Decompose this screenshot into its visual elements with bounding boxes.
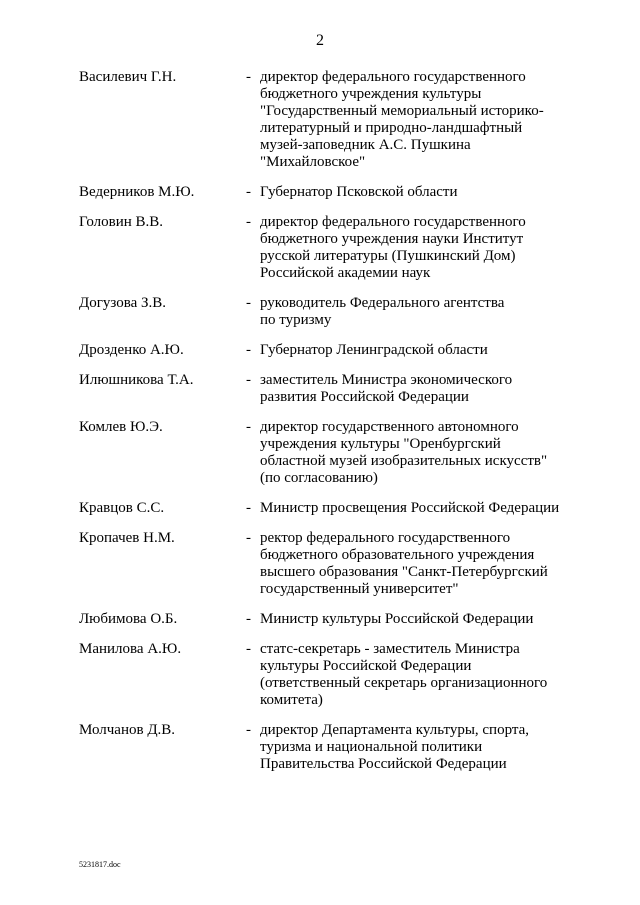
position-line: Российской академии наук [260, 265, 431, 281]
position-line: директор федерального государственного [260, 69, 526, 85]
member-name: Илюшникова Т.А. [79, 372, 194, 388]
position-line: статс-секретарь - заместитель Министра [260, 641, 520, 657]
separator-dash: - [246, 372, 251, 388]
position-line: культуры Российской Федерации [260, 658, 472, 674]
member-position [260, 722, 580, 773]
position-line: директор федерального государственного [260, 214, 526, 230]
member-list [0, 69, 640, 786]
position-line: руководитель Федерального агентства [260, 295, 505, 311]
list-item [0, 611, 640, 628]
position-line: Губернатор Ленинградской области [260, 342, 488, 358]
member-name: Любимова О.Б. [79, 611, 178, 627]
separator-dash: - [246, 722, 251, 738]
member-position [260, 530, 580, 598]
position-line: бюджетного образовательного учреждения [260, 547, 535, 563]
position-line: Губернатор Псковской области [260, 184, 458, 200]
position-line: высшего образования "Санкт-Петербургский [260, 564, 548, 580]
position-line: директор государственного автономного [260, 419, 519, 435]
separator-dash: - [246, 500, 251, 516]
member-name: Кропачев Н.М. [79, 530, 175, 546]
member-position [260, 372, 580, 406]
list-item [0, 530, 640, 598]
separator-dash: - [246, 419, 251, 435]
position-line: Министр культуры Российской Федерации [260, 611, 534, 627]
list-item [0, 214, 640, 282]
list-item [0, 342, 640, 359]
position-line: государственный университет" [260, 581, 459, 597]
position-line: (ответственный секретарь организационного [260, 675, 548, 691]
list-item [0, 69, 640, 171]
member-position [260, 214, 580, 282]
member-position [260, 419, 580, 487]
position-line: ректор федерального государственного [260, 530, 511, 546]
member-name: Комлев Ю.Э. [79, 419, 163, 435]
separator-dash: - [246, 295, 251, 311]
position-line: "Михайловское" [260, 154, 366, 170]
member-name: Манилова А.Ю. [79, 641, 182, 657]
position-line: бюджетного учреждения культуры [260, 86, 482, 102]
position-line: по туризму [260, 312, 332, 328]
position-line: учреждения культуры "Оренбургский [260, 436, 501, 452]
position-line: областной музей изобразительных искусств" [260, 453, 548, 469]
member-position [260, 611, 580, 628]
list-item [0, 295, 640, 329]
member-name: Василевич Г.Н. [79, 69, 177, 85]
position-line: (по согласованию) [260, 470, 378, 486]
member-name: Молчанов Д.В. [79, 722, 176, 738]
position-line: бюджетного учреждения науки Институт [260, 231, 524, 247]
member-name: Дрозденко А.Ю. [79, 342, 184, 358]
member-position [260, 641, 580, 709]
list-item [0, 372, 640, 406]
separator-dash: - [246, 184, 251, 200]
document-filename: 5231817.doc [79, 860, 121, 869]
position-line: заместитель Министра экономического [260, 372, 513, 388]
position-line: "Государственный мемориальный историко- [260, 103, 544, 119]
position-line: развития Российской Федерации [260, 389, 469, 405]
member-position [260, 500, 580, 517]
member-name: Головин В.В. [79, 214, 164, 230]
position-line: комитета) [260, 692, 323, 708]
position-line: Правительства Российской Федерации [260, 756, 507, 772]
list-item [0, 184, 640, 201]
member-position [260, 342, 580, 359]
separator-dash: - [246, 342, 251, 358]
member-name: Кравцов С.С. [79, 500, 165, 516]
position-line: русской литературы (Пушкинский Дом) [260, 248, 516, 264]
member-position [260, 69, 580, 171]
separator-dash: - [246, 641, 251, 657]
separator-dash: - [246, 530, 251, 546]
separator-dash: - [246, 214, 251, 230]
page-number: 2 [316, 32, 324, 49]
member-name: Догузова З.В. [79, 295, 167, 311]
separator-dash: - [246, 69, 251, 85]
member-position [260, 295, 580, 329]
list-item [0, 722, 640, 773]
member-position [260, 184, 580, 201]
position-line: туризма и национальной политики [260, 739, 483, 755]
list-item [0, 419, 640, 487]
member-name: Ведерников М.Ю. [79, 184, 195, 200]
position-line: литературный и природно-ландшафтный [260, 120, 523, 136]
separator-dash: - [246, 611, 251, 627]
position-line: Министр просвещения Российской Федерации [260, 500, 560, 516]
position-line: директор Департамента культуры, спорта, [260, 722, 530, 738]
list-item [0, 500, 640, 517]
list-item [0, 641, 640, 709]
position-line: музей-заповедник А.С. Пушкина [260, 137, 471, 153]
